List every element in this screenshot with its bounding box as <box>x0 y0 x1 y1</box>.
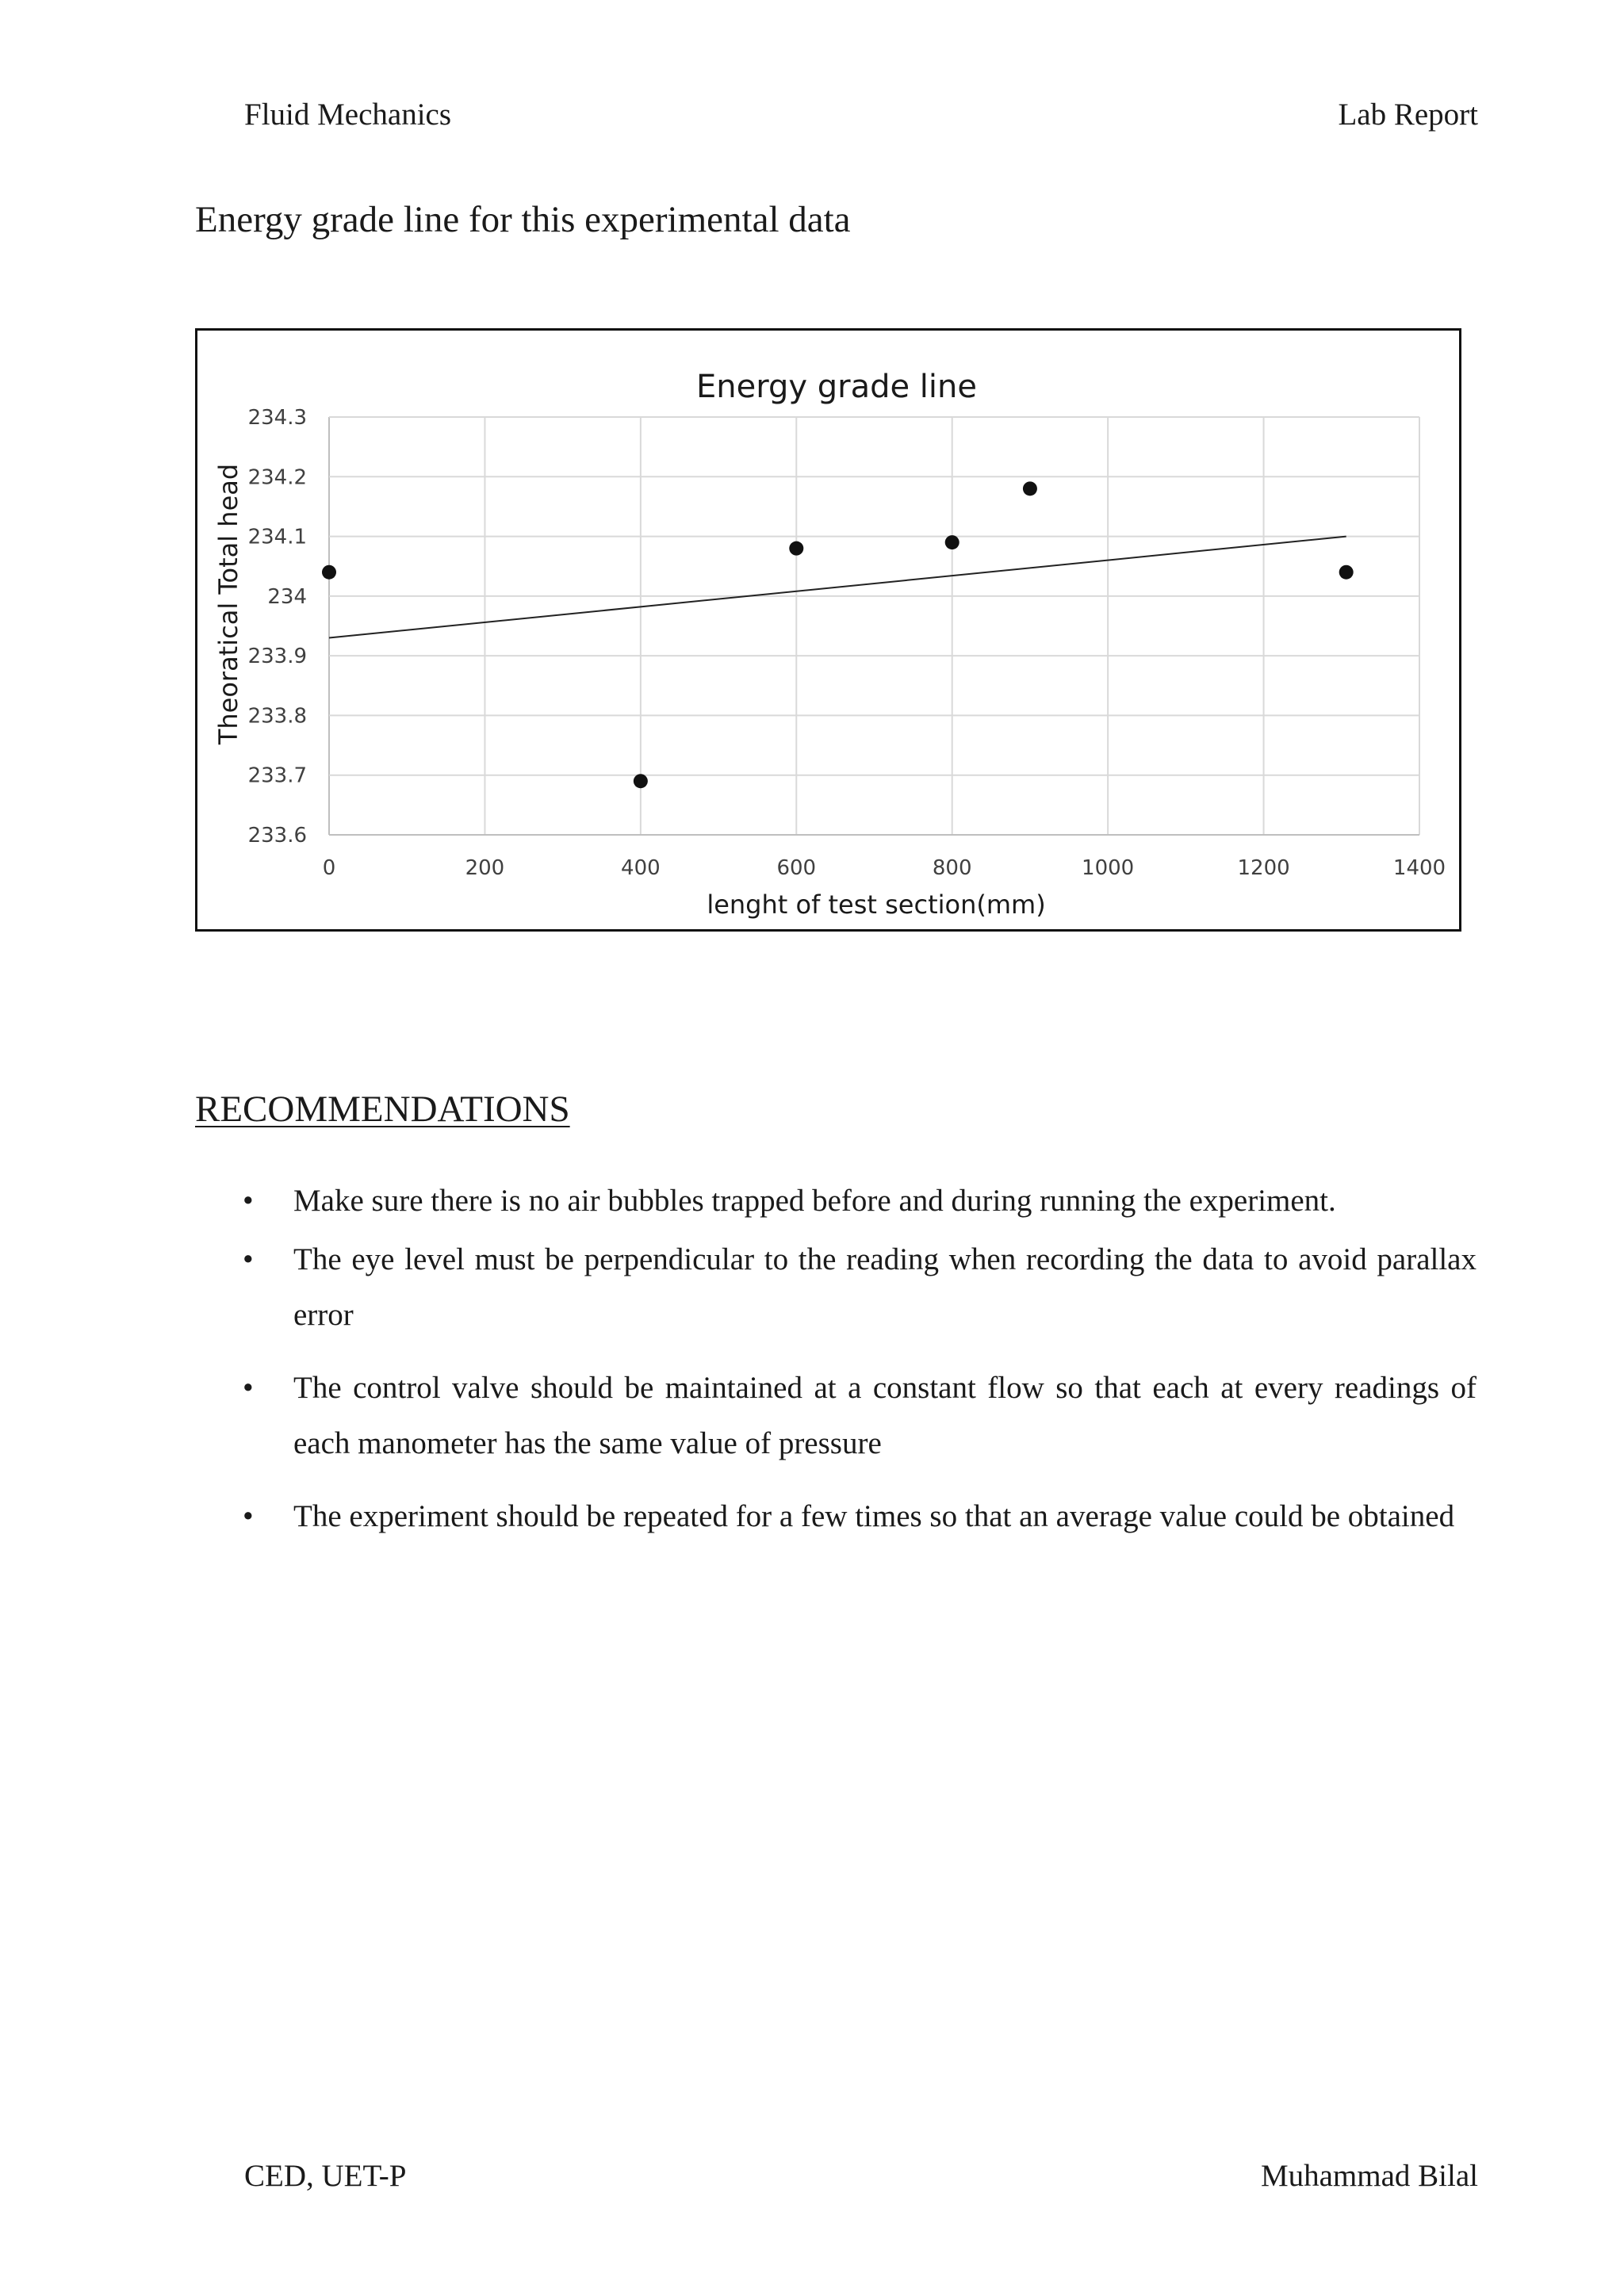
y-tick-label: 233.7 <box>247 763 307 788</box>
recommendations-title: RECOMMENDATIONS <box>195 1089 570 1130</box>
x-tick-label: 0 <box>322 856 336 880</box>
recommendations-list <box>243 1173 1477 1548</box>
list-item <box>243 1232 1477 1343</box>
bullet-marker: • <box>243 1184 254 1218</box>
x-tick-label: 1400 <box>1392 856 1446 880</box>
y-axis-label: Theoratical Total head <box>213 463 243 745</box>
chart-title: Energy grade line <box>695 369 978 405</box>
y-tick-label: 234.1 <box>247 525 307 549</box>
list-item-text: The control valve should be maintained at a constant flow so that each at every readings of each manometer has the same value of pressure <box>293 1371 1477 1460</box>
trendline-group <box>329 537 1346 638</box>
list-item <box>243 1173 1477 1229</box>
header-course: Fluid Mechanics <box>244 98 452 132</box>
header-report-type: Lab Report <box>1338 98 1478 132</box>
y-tick-label: 234.2 <box>247 465 307 490</box>
grid-lines <box>329 417 1419 835</box>
y-tick-label: 234 <box>267 584 307 609</box>
y-tick-label: 233.8 <box>247 704 307 729</box>
chart-frame <box>195 328 1461 932</box>
linear-trendline <box>329 537 1346 638</box>
x-axis-label: lenght of test section(mm) <box>707 890 1046 920</box>
bullet-marker: • <box>243 1371 254 1405</box>
bullet-marker: • <box>243 1242 254 1276</box>
list-item <box>243 1489 1477 1544</box>
section-heading: Energy grade line for this experimental data <box>195 199 851 240</box>
y-tick-label: 233.6 <box>247 824 307 848</box>
data-point <box>789 541 803 556</box>
data-point <box>322 565 336 580</box>
data-point <box>945 535 959 549</box>
energy-grade-line-chart <box>197 331 1459 929</box>
x-tick-label: 600 <box>776 856 817 880</box>
list-item-text: The eye level must be perpendicular to the reading when recording the data to avoid parallax error <box>293 1242 1477 1332</box>
list-item <box>243 1360 1477 1471</box>
list-item-text: The experiment should be repeated for a few times so that an average value could be obtained <box>293 1499 1455 1533</box>
footer-institution: CED, UET-P <box>244 2159 407 2193</box>
y-tick-label: 234.3 <box>247 406 307 430</box>
x-tick-label: 1200 <box>1237 856 1290 880</box>
data-point <box>634 774 648 788</box>
bullet-marker: • <box>243 1499 254 1533</box>
list-item-text: Make sure there is no air bubbles trapped before and during running the experiment. <box>293 1184 1336 1218</box>
x-tick-label: 800 <box>932 856 972 880</box>
data-points <box>322 481 1354 788</box>
data-point <box>1023 481 1037 496</box>
x-tick-label: 200 <box>465 856 505 880</box>
data-point <box>1339 565 1354 580</box>
x-tick-label: 1000 <box>1082 856 1135 880</box>
footer-author: Muhammad Bilal <box>1260 2159 1478 2193</box>
y-tick-label: 233.9 <box>247 645 307 669</box>
x-tick-label: 400 <box>621 856 661 880</box>
